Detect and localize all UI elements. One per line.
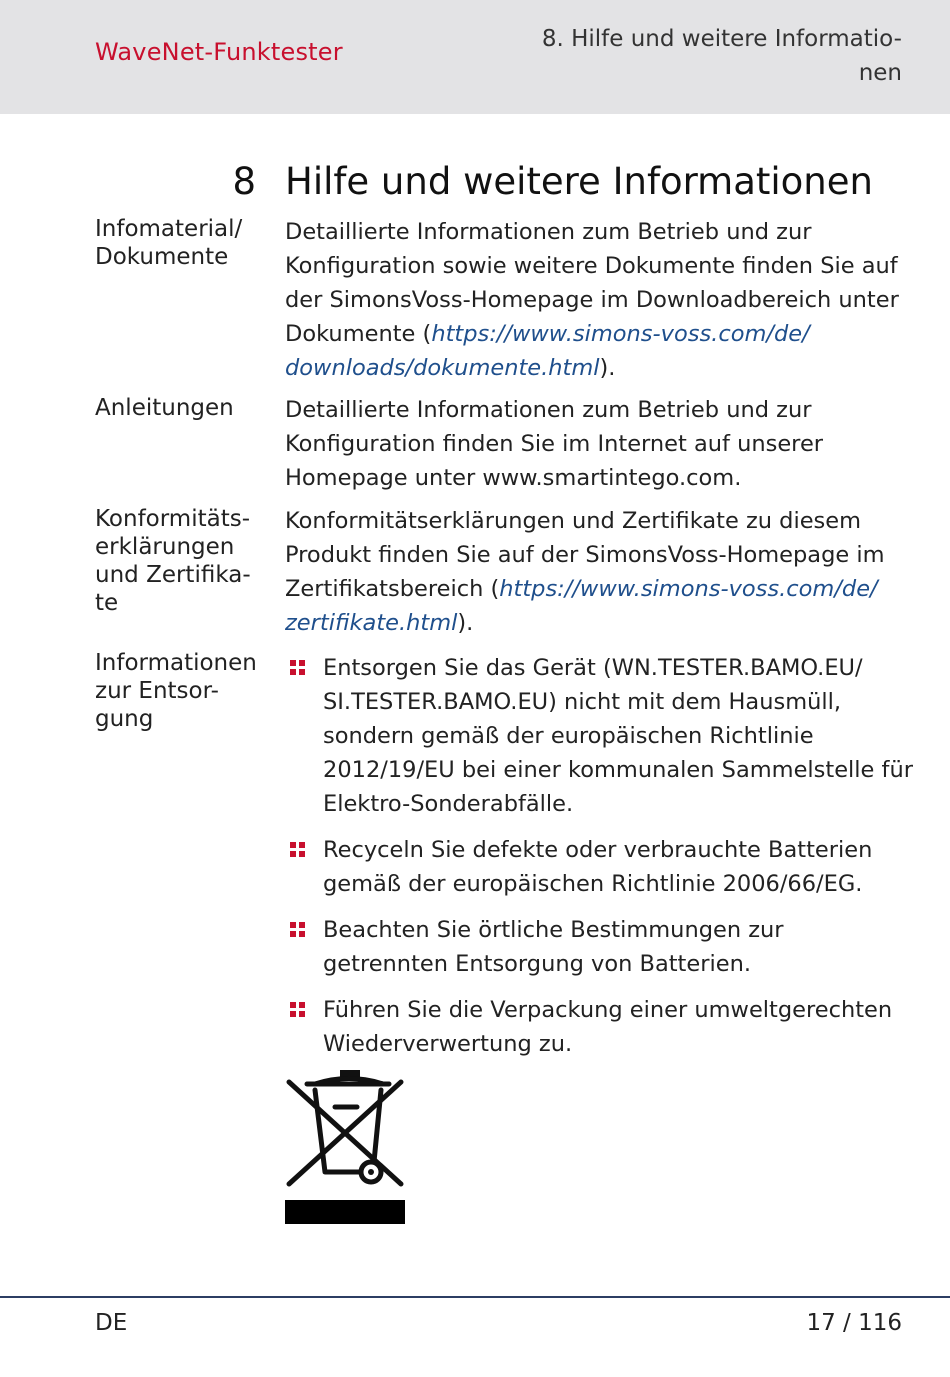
weee-bin-icon <box>285 1068 405 1224</box>
page-number: 17 / 116 <box>806 1310 902 1336</box>
paragraph-infomaterial: Detaillierte Informationen zum Betrieb und zur Konfiguration sowie weitere Dokumente finden Sie auf der SimonsVoss-Homepage im Downloadbereich unter Dokumente (https://www.simons-voss.com/de/ downloads/dokumente.html). <box>285 219 899 381</box>
page-header <box>0 0 950 114</box>
list-item: Beachten Sie örtliche Bestimmungen zur getrennten Entsorgung von Batterien. <box>285 913 915 981</box>
label-entsorgung: Informationen zur Entsor- gung <box>95 650 257 732</box>
list-item: Recyceln Sie defekte oder verbrauchte Batterien gemäß der europäischen Richtlinie 2006/66/EG. <box>285 833 915 901</box>
bullet-icon <box>290 1002 305 1017</box>
list-item: Entsorgen Sie das Gerät (WN.TESTER.BAMO.EU/ SI.TESTER.BAMO.EU) nicht mit dem Hausmüll, sondern gemäß der europäischen Richtlinie 2012/19/EU bei einer kommunalen Sammelstelle für Elektro-Sonderabfälle. <box>285 651 915 821</box>
header-chapter-title <box>502 22 902 90</box>
bullet-icon <box>290 660 305 675</box>
list-item: Führen Sie die Verpackung einer umweltgerechten Wiederverwertung zu. <box>285 993 915 1061</box>
brand-title: WaveNet-Funktester <box>95 38 343 66</box>
label-infomaterial: Infomaterial/ Dokumente <box>95 216 243 270</box>
footer-language: DE <box>95 1310 128 1336</box>
label-konformitaet: Konformitäts- erklärungen und Zertifika- te <box>95 506 251 616</box>
link-zertifikate[interactable]: https://www.simons-voss.com/de/ zertifikate.html <box>285 576 878 636</box>
paragraph-anleitungen: Detaillierte Informationen zum Betrieb und zur Konfiguration finden Sie im Internet auf unserer Homepage unter www.smartintego.com. <box>285 397 824 491</box>
header-chapter-line2: nen <box>858 60 902 86</box>
bullet-icon <box>290 922 305 937</box>
paragraph-konformitaet: Konformitätserklärungen und Zertifikate zu diesem Produkt finden Sie auf der SimonsVoss-Homepage im Zertifikatsbereich (https://www.simons-voss.com/de/ zertifikate.html). <box>285 508 885 636</box>
footer-divider <box>0 1296 950 1298</box>
bullet-icon <box>290 842 305 857</box>
header-chapter-line1: 8. Hilfe und weitere Informatio- <box>541 26 902 52</box>
link-dokumente[interactable]: https://www.simons-voss.com/de/ downloads/dokumente.html <box>285 321 810 381</box>
label-anleitungen: Anleitungen <box>95 395 234 421</box>
disposal-list <box>285 651 915 1073</box>
chapter-title: Hilfe und weitere Informationen <box>285 160 873 203</box>
chapter-number: 8 <box>232 160 256 203</box>
